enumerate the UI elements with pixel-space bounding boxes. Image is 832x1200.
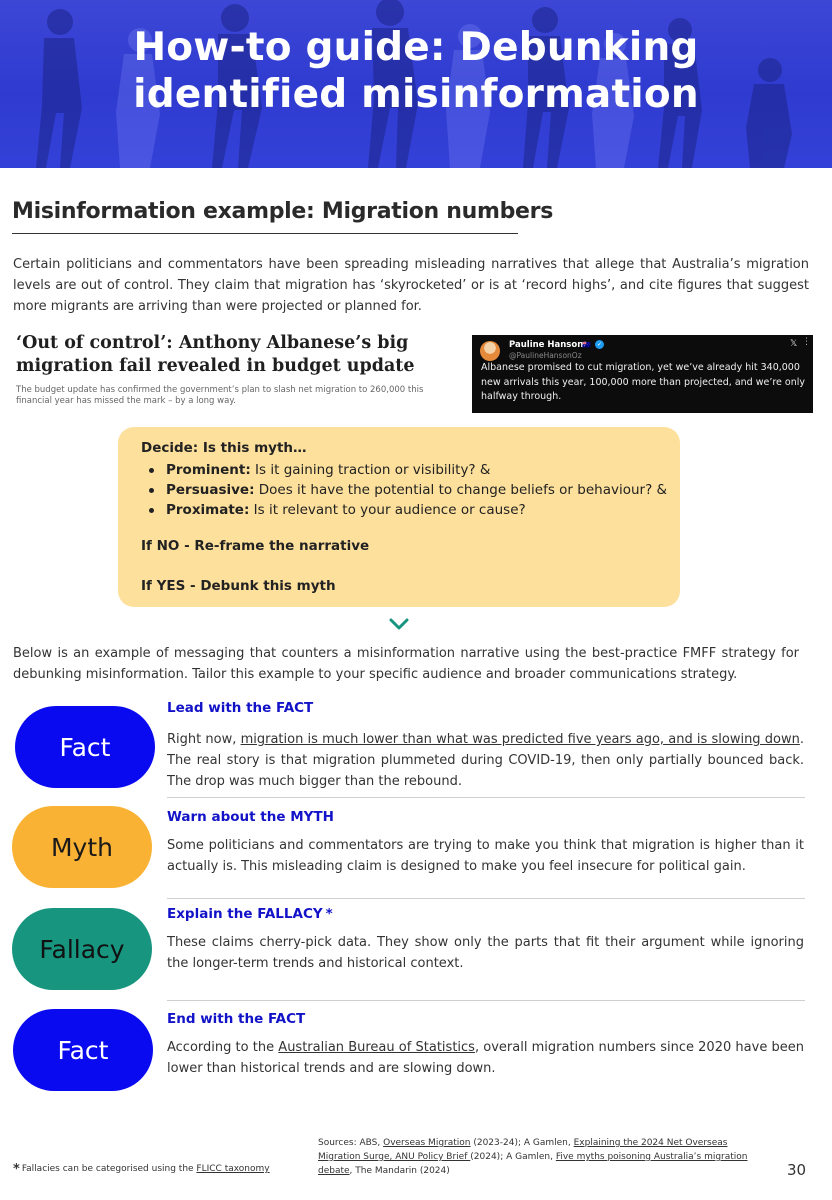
criterion-proximate (147, 500, 667, 520)
body-text: According to the (167, 1040, 279, 1055)
source-link[interactable]: migration is much lower than what was predicted five years ago, and is slowing down (240, 732, 800, 747)
fact-pill: Fact (15, 706, 155, 788)
sources-text: Sources: ABS, (318, 1138, 384, 1148)
header-banner (0, 0, 832, 168)
chevron-down-icon (388, 617, 410, 631)
page-number: 30 (787, 1161, 807, 1179)
step-title-explain-fallacy (167, 906, 333, 922)
source-link[interactable]: Overseas Migration (383, 1138, 471, 1148)
source-link[interactable]: Australian Bureau of Statistics (278, 1040, 475, 1055)
divider (167, 797, 805, 798)
footnote-text: Fallacies can be categorised using the (21, 1164, 197, 1174)
avatar (480, 341, 500, 361)
news-clipping-headline: ‘Out of control’: Anthony Albanese’s big migration fail revealed in budget update (16, 333, 415, 376)
more-options-icon: ⋮ (802, 337, 811, 347)
sources-citation (318, 1136, 748, 1178)
tweet-author-handle: @PaulineHansonOz (509, 351, 582, 360)
sources-text: , The Mandarin (2024) (349, 1166, 450, 1176)
step-body-warn-myth: Some politicians and commentators are trying to make you think that migration is higher than it actually is. This misleading claim is designed to make you feel insecure for political gain. (167, 838, 804, 874)
sources-text: (2023-24); A Gamlen, (470, 1138, 574, 1148)
intro-paragraph: Certain politicians and commentators have been spreading misleading narratives that allege that Australia’s migration levels are out of control. They claim that migration has ‘skyrocketed’ or is at ‘record highs’, and cite figures that suggest more migrants are arriving than were projected or planned for. (13, 257, 809, 314)
step-title-warn-myth: Warn about the MYTH (167, 809, 334, 825)
step-title-text: Explain the FALLACY (167, 906, 323, 922)
decide-title: Decide: Is this myth… (141, 440, 307, 456)
criterion-label: Proximate: (166, 502, 250, 518)
tweet-text: Albanese promised to cut migration, yet we’ve already hit 340,000 new arrivals this year, 100,000 more than projected, and we’re only halfway through. (481, 362, 806, 402)
tweet-author-name: Pauline Hanson (509, 340, 584, 350)
page-title-line-1: How-to guide: Debunking (133, 25, 699, 70)
step-title-lead-fact: Lead with the FACT (167, 700, 314, 716)
decide-if-yes: If YES - Debunk this myth (141, 578, 336, 594)
fallacy-pill: Fallacy (12, 908, 152, 990)
criterion-text: Is it gaining traction or visibility? & (250, 462, 491, 478)
flicc-taxonomy-link[interactable]: FLICC taxonomy (196, 1164, 270, 1174)
decide-criteria-list (147, 460, 667, 520)
section-heading-underline (12, 233, 518, 234)
step-body-explain-fallacy: These claims cherry-pick data. They show only the parts that fit their argument while ignoring the longer-term trends and historical context. (167, 935, 804, 971)
step-title-end-fact: End with the FACT (167, 1011, 306, 1027)
step-body-end-fact (167, 1037, 804, 1079)
footnote (13, 1162, 270, 1177)
section-heading: Misinformation example: Migration numbers (12, 199, 554, 224)
body-text: , overall migration numbers since 2020 have been lower than historical trends and are slowing down. (167, 1040, 804, 1076)
page-title-line-2: identified misinformation (133, 72, 699, 117)
x-logo-icon: 𝕏 (790, 339, 798, 349)
fmff-intro-paragraph: Below is an example of messaging that counters a misinformation narrative using the best-practice FMFF strategy for debunking misinformation. Tailor this example to your specific audience and broader communications strategy. (13, 646, 799, 682)
criterion-text: Does it have the potential to change beliefs or behaviour? & (254, 482, 668, 498)
news-clipping-subtext: The budget update has confirmed the government’s plan to slash net migration to 260,000 this financial year has missed the mark – by a long way. (16, 385, 424, 406)
criterion-persuasive (147, 480, 667, 500)
footnote-star: * (13, 1162, 20, 1177)
verified-badge-icon: ✓ (596, 341, 603, 348)
myth-pill: Myth (12, 806, 152, 888)
australian-flag-icon: 🇦🇺 (582, 341, 591, 349)
decide-box (118, 427, 680, 607)
criterion-label: Prominent: (166, 462, 251, 478)
decide-if-no: If NO - Re-frame the narrative (141, 538, 370, 554)
step-body-lead-fact (167, 729, 804, 792)
criterion-label: Persuasive: (166, 482, 255, 498)
tweet-screenshot (472, 335, 813, 413)
criterion-text: Is it relevant to your audience or cause? (249, 502, 526, 518)
source-link[interactable]: Five myths poisoning Australia’s migration debate (318, 1152, 748, 1176)
criterion-prominent (147, 460, 667, 480)
sources-text: (2024); A Gamlen, (470, 1152, 556, 1162)
divider (167, 1000, 805, 1001)
footnote-marker: * (325, 906, 333, 922)
page-title (0, 24, 832, 118)
divider (167, 898, 805, 899)
body-text: . The real story is that migration plummeted during COVID-19, then only partially bounced back. The drop was much bigger than the rebound. (167, 732, 804, 789)
source-link[interactable]: Explaining the 2024 Net Overseas Migration Surge, ANU Policy Brief (318, 1138, 728, 1162)
fact-pill: Fact (13, 1009, 153, 1091)
body-text: Right now, (167, 732, 241, 747)
